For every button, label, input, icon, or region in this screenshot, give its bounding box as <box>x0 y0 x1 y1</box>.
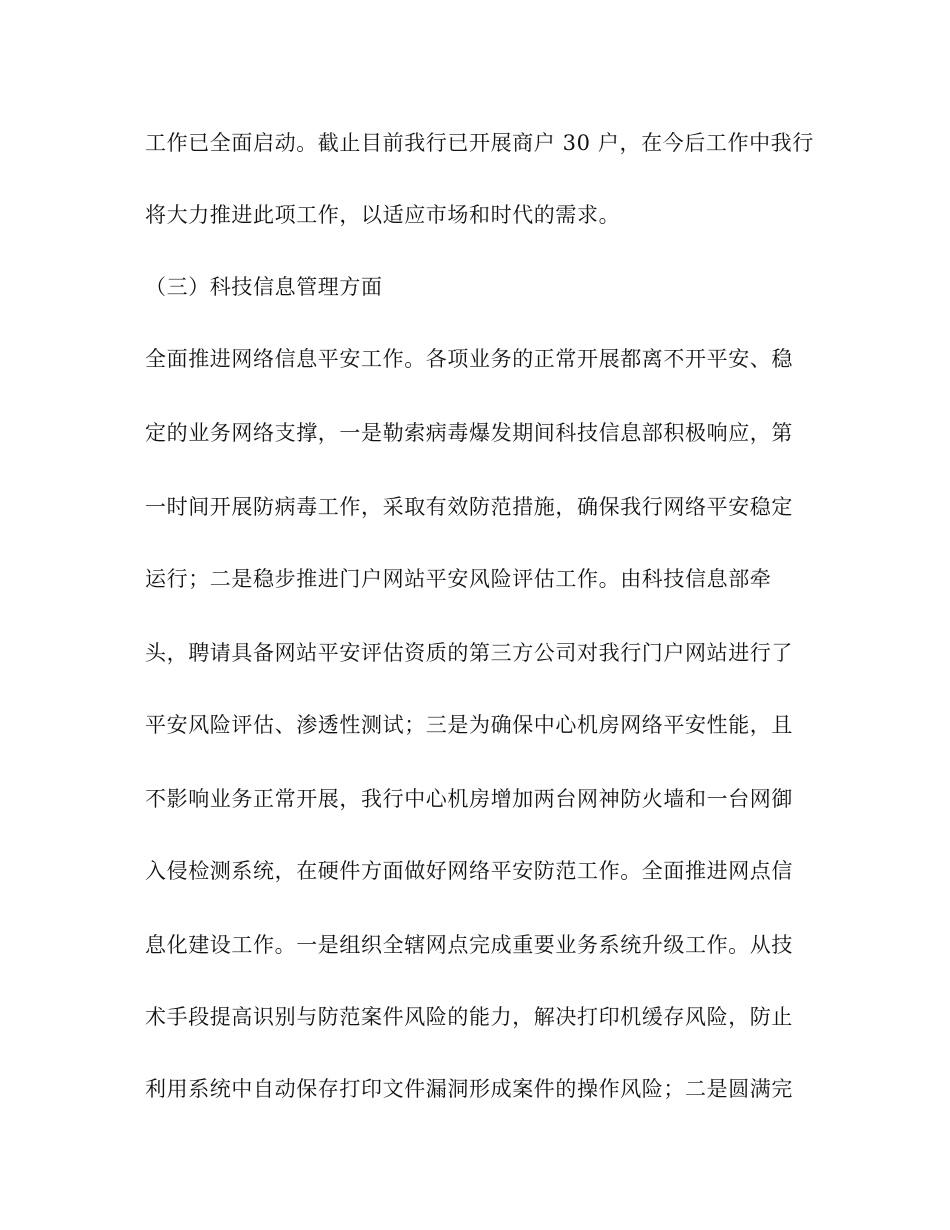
paragraph-line-4: 全面推进网络信息平安工作。各项业务的正常开展都离不开平安、稳 <box>145 347 793 371</box>
paragraph-line-14: 利用系统中自动保存打印文件漏洞形成案件的操作风险；二是圆满完 <box>145 1077 793 1101</box>
paragraph-line-2: 将大力推进此项工作，以适应市场和时代的需求。 <box>145 203 621 227</box>
paragraph-line-12: 息化建设工作。一是组织全辖网点完成重要业务系统升级工作。从技 <box>145 933 793 957</box>
paragraph-line-11: 入侵检测系统，在硬件方面做好网络平安防范工作。全面推进网点信 <box>145 859 793 883</box>
paragraph-line-1: 工作已全面启动。截止目前我行已开展商户 30 户，在今后工作中我行 <box>145 131 814 155</box>
section-heading: （三）科技信息管理方面 <box>145 275 383 299</box>
paragraph-line-7: 运行；二是稳步推进门户网站平安风险评估工作。由科技信息部牵 <box>145 567 772 591</box>
paragraph-line-5: 定的业务网络支撑，一是勒索病毒爆发期间科技信息部积极响应，第 <box>145 421 793 445</box>
paragraph-line-13: 术手段提高识别与防范案件风险的能力，解决打印机缓存风险，防止 <box>145 1005 793 1029</box>
paragraph-line-8: 头，聘请具备网站平安评估资质的第三方公司对我行门户网站进行了 <box>145 641 793 665</box>
paragraph-line-6: 一时间开展防病毒工作，采取有效防范措施，确保我行网络平安稳定 <box>145 495 793 519</box>
paragraph-line-9: 平安风险评估、渗透性测试；三是为确保中心机房网络平安性能，且 <box>145 713 793 737</box>
paragraph-line-10: 不影响业务正常开展，我行中心机房增加两台网神防火墙和一台网御 <box>145 787 793 811</box>
